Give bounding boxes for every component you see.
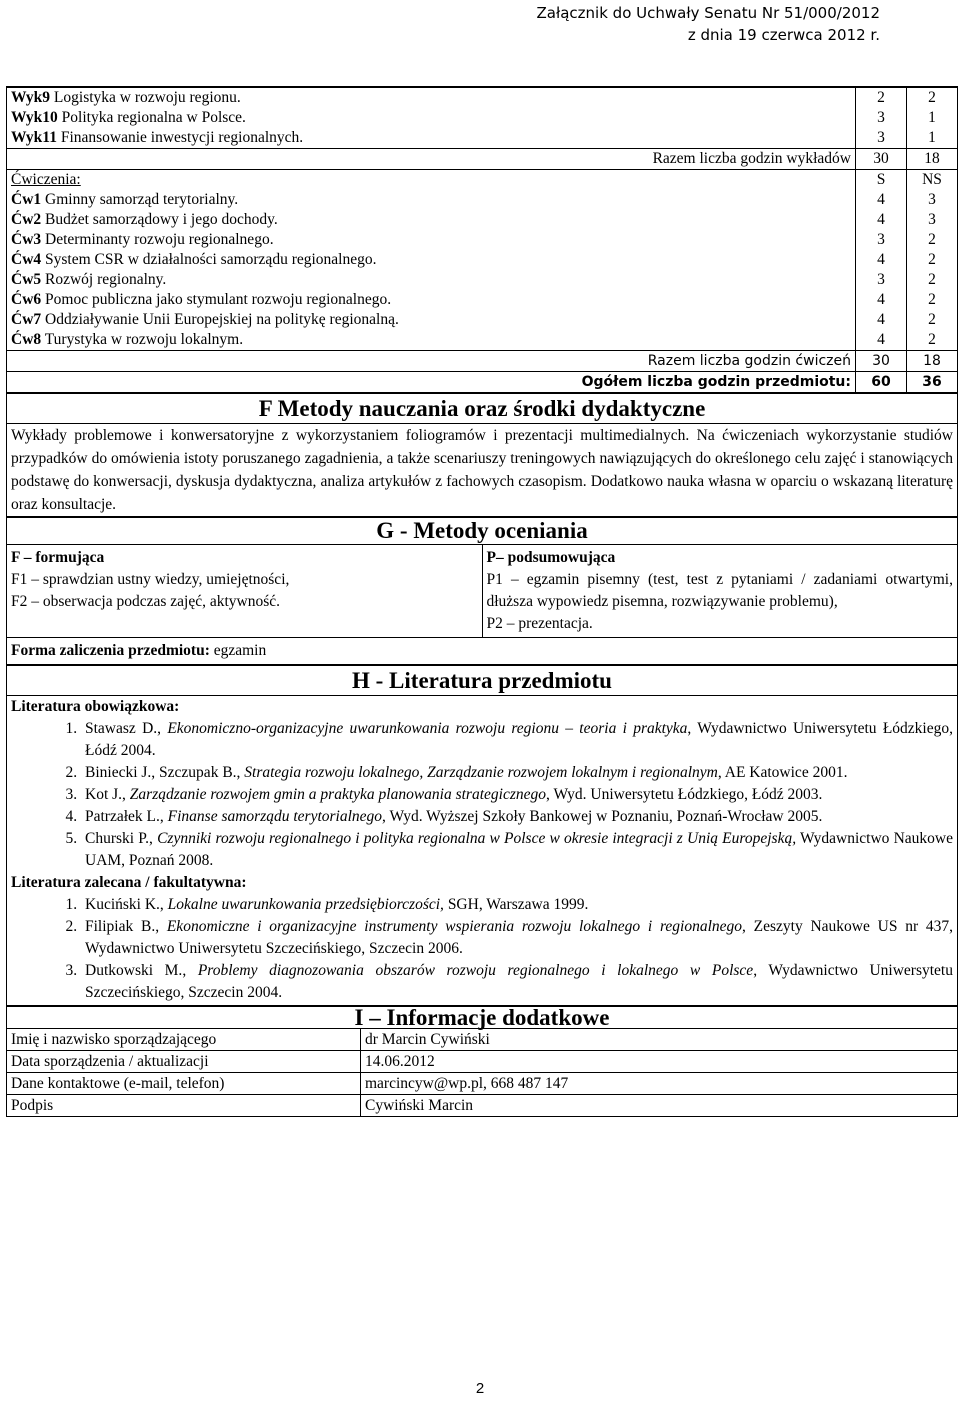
lecture-s-cell: 2 3 3 (856, 87, 907, 149)
optional-heading: Literatura zalecana / fakultatywna: (11, 874, 247, 891)
list-item: 1. Kuciński K., Lokalne uwarunkowania przedsiębiorczości, SGH, Warszawa 1999. (81, 894, 953, 916)
form-row (7, 638, 958, 665)
summative-heading: P– podsumowująca (486, 549, 616, 566)
exercises-heading: Ćwiczenia: (11, 171, 81, 188)
list-item: 4. Patrzałek L., Finanse samorządu terytorialnego, Wyd. Wyższej Szkoły Bankowej w Poznaniu, Poznań-Wrocław 2005. (81, 806, 953, 828)
section-g-title: G - Metody oceniania (7, 518, 958, 545)
required-heading: Literatura obowiązkowa: (11, 698, 180, 715)
info-label: Data sporządzenia / aktualizacji (7, 1051, 361, 1073)
section-h-title: H - Literatura przedmiotu (7, 666, 958, 696)
exercise-s-cell: S 4 4 3 4 3 4 4 4 (856, 170, 907, 351)
grand-total-ns: 36 (907, 372, 958, 393)
list-item: 1. Stawasz D., Ekonomiczno-organizacyjne uwarunkowania rozwoju regionu – teoria i praktyka, Wydawnictwo Uniwersytetu Łódzkiego, Łódź 2004. (81, 718, 953, 762)
form-label: Forma zaliczenia przedmiotu: (11, 642, 210, 659)
form-value: egzamin (213, 642, 267, 659)
summative-item: P1 – egzamin pisemny (test, test z pytaniami / zadaniami otwartymi, dłuższa wypowiedz pisemna, rozwiązywanie problemu), (486, 571, 953, 610)
lecture-total-ns: 18 (907, 149, 958, 170)
grand-total-row (7, 372, 958, 393)
section-i-table (6, 1006, 958, 1117)
lecture-cell: Wyk9 Logistyka w rozwoju regionu. Wyk10 Polityka regionalna w Polsce. Wyk11 Finansowanie inwestycji regionalnych. (7, 87, 856, 149)
section-g-table (6, 517, 958, 665)
header-line2: z dnia 19 czerwca 2012 r. (687, 26, 880, 44)
page-number: 2 (475, 1380, 485, 1397)
list-item: 2. Biniecki J., Szczupak B., Strategia rozwoju lokalnego, Zarządzanie rozwojem lokalnym i regionalnym, AE Katowice 2001. (81, 762, 953, 784)
list-item: 5. Churski P., Czynniki rozwoju regionalnego i polityka regionalna w Polsce w okresie integracji z Unią Europejską, Wydawnictwo Naukowe UAM, Poznań 2008. (81, 828, 953, 872)
exercise-cell: Ćwiczenia: Ćw1 Gminny samorząd terytorialny. Ćw2 Budżet samorządowy i jego dochody. Ćw3 Determinanty rozwoju regionalnego. Ćw4 System CSR w działalności samorządu regionalnego. Ćw5 Rozwój regionalny. Ćw6 Pomoc publiczna jako stymulant rozwoju regionalnego. Ćw7 Oddziaływanie Unii Europejskiej na politykę regionalną. Ćw8 Turystyka w rozwoju lokalnym. (7, 170, 856, 351)
info-value: dr Marcin Cywiński (361, 1029, 958, 1051)
formative-heading: F – formująca (11, 549, 105, 566)
table-row (7, 1051, 958, 1073)
formative-cell (7, 545, 483, 638)
grand-total-label: Ogółem liczba godzin przedmiotu: (7, 372, 856, 393)
section-f-text: Wykłady problemowe i konwersatoryjne z wykorzystaniem foliogramów i prezentacji multimedialnych. Na ćwiczeniach wykorzystanie studiów przypadków do omówienia istoty poruszanego zagadnienia, a także scenariuszy treningowych nawiązujących do określonego celu zajęć i stanowiących podstawę do konwersacji, dyskusja dydaktyczna, analiza artykułów z fachowych czasopism. Dodatkowo nauka własna w oparciu o wskazaną literaturę oraz konsultacje. (7, 424, 958, 517)
info-value: Cywiński Marcin (361, 1095, 958, 1117)
section-f-title: F Metody nauczania oraz środki dydaktyczne (7, 394, 958, 424)
list-item: 3. Kot J., Zarządzanie rozwojem gmin a praktyka planowania strategicznego, Wyd. Uniwersytetu Łódzkiego, Łódź 2003. (81, 784, 953, 806)
exercise-total-s: 30 (856, 351, 907, 372)
hours-table (6, 86, 958, 393)
list-item: 2. Filipiak B., Ekonomiczne i organizacyjne instrumenty wspierania rozwoju lokalnego i regionalnego, Zeszyty Naukowe US nr 437, Wydawnictwo Uniwersytetu Szczecińskiego, Szczecin 2006. (81, 916, 953, 960)
exercise-ns-cell: NS 3 3 2 2 2 2 2 2 (907, 170, 958, 351)
summative-cell (482, 545, 958, 638)
literature-cell (7, 696, 958, 1006)
exercise-block-row (7, 170, 958, 351)
exercise-total-label: Razem liczba godzin ćwiczeń (7, 351, 856, 372)
header-line1: Załącznik do Uchwały Senatu Nr 51/000/2012 (536, 4, 880, 22)
lecture-total-row (7, 149, 958, 170)
formative-item: F1 – sprawdzian ustny wiedzy, umiejętności, (11, 571, 290, 588)
grand-total-s: 60 (856, 372, 907, 393)
exercise-total-ns: 18 (907, 351, 958, 372)
table-row (7, 1095, 958, 1117)
info-value: marcincyw@wp.pl, 668 487 147 (361, 1073, 958, 1095)
table-row (7, 1073, 958, 1095)
table-row (7, 87, 958, 149)
table-row (7, 1029, 958, 1051)
section-h-table (6, 665, 958, 1006)
section-i-title: I – Informacje dodatkowe (7, 1007, 958, 1029)
formative-item: F2 – obserwacja podczas zajęć, aktywność. (11, 593, 280, 610)
lecture-total-label: Razem liczba godzin wykładów (7, 149, 856, 170)
exercise-total-row (7, 351, 958, 372)
section-f-table (6, 393, 958, 517)
required-list (11, 718, 953, 872)
info-label: Imię i nazwisko sporządzającego (7, 1029, 361, 1051)
summative-item: P2 – prezentacja. (486, 615, 593, 632)
lecture-total-s: 30 (856, 149, 907, 170)
lecture-ns-cell: 2 1 1 (907, 87, 958, 149)
info-label: Dane kontaktowe (e-mail, telefon) (7, 1073, 361, 1095)
document-body (6, 86, 958, 1117)
list-item: 3. Dutkowski M., Problemy diagnozowania obszarów rozwoju regionalnego i lokalnego w Polsce, Wydawnictwo Uniwersytetu Szczecińskiego, Szczecin 2004. (81, 960, 953, 1004)
info-label: Podpis (7, 1095, 361, 1117)
optional-list (11, 894, 953, 1004)
info-value: 14.06.2012 (361, 1051, 958, 1073)
page-header (537, 2, 881, 46)
